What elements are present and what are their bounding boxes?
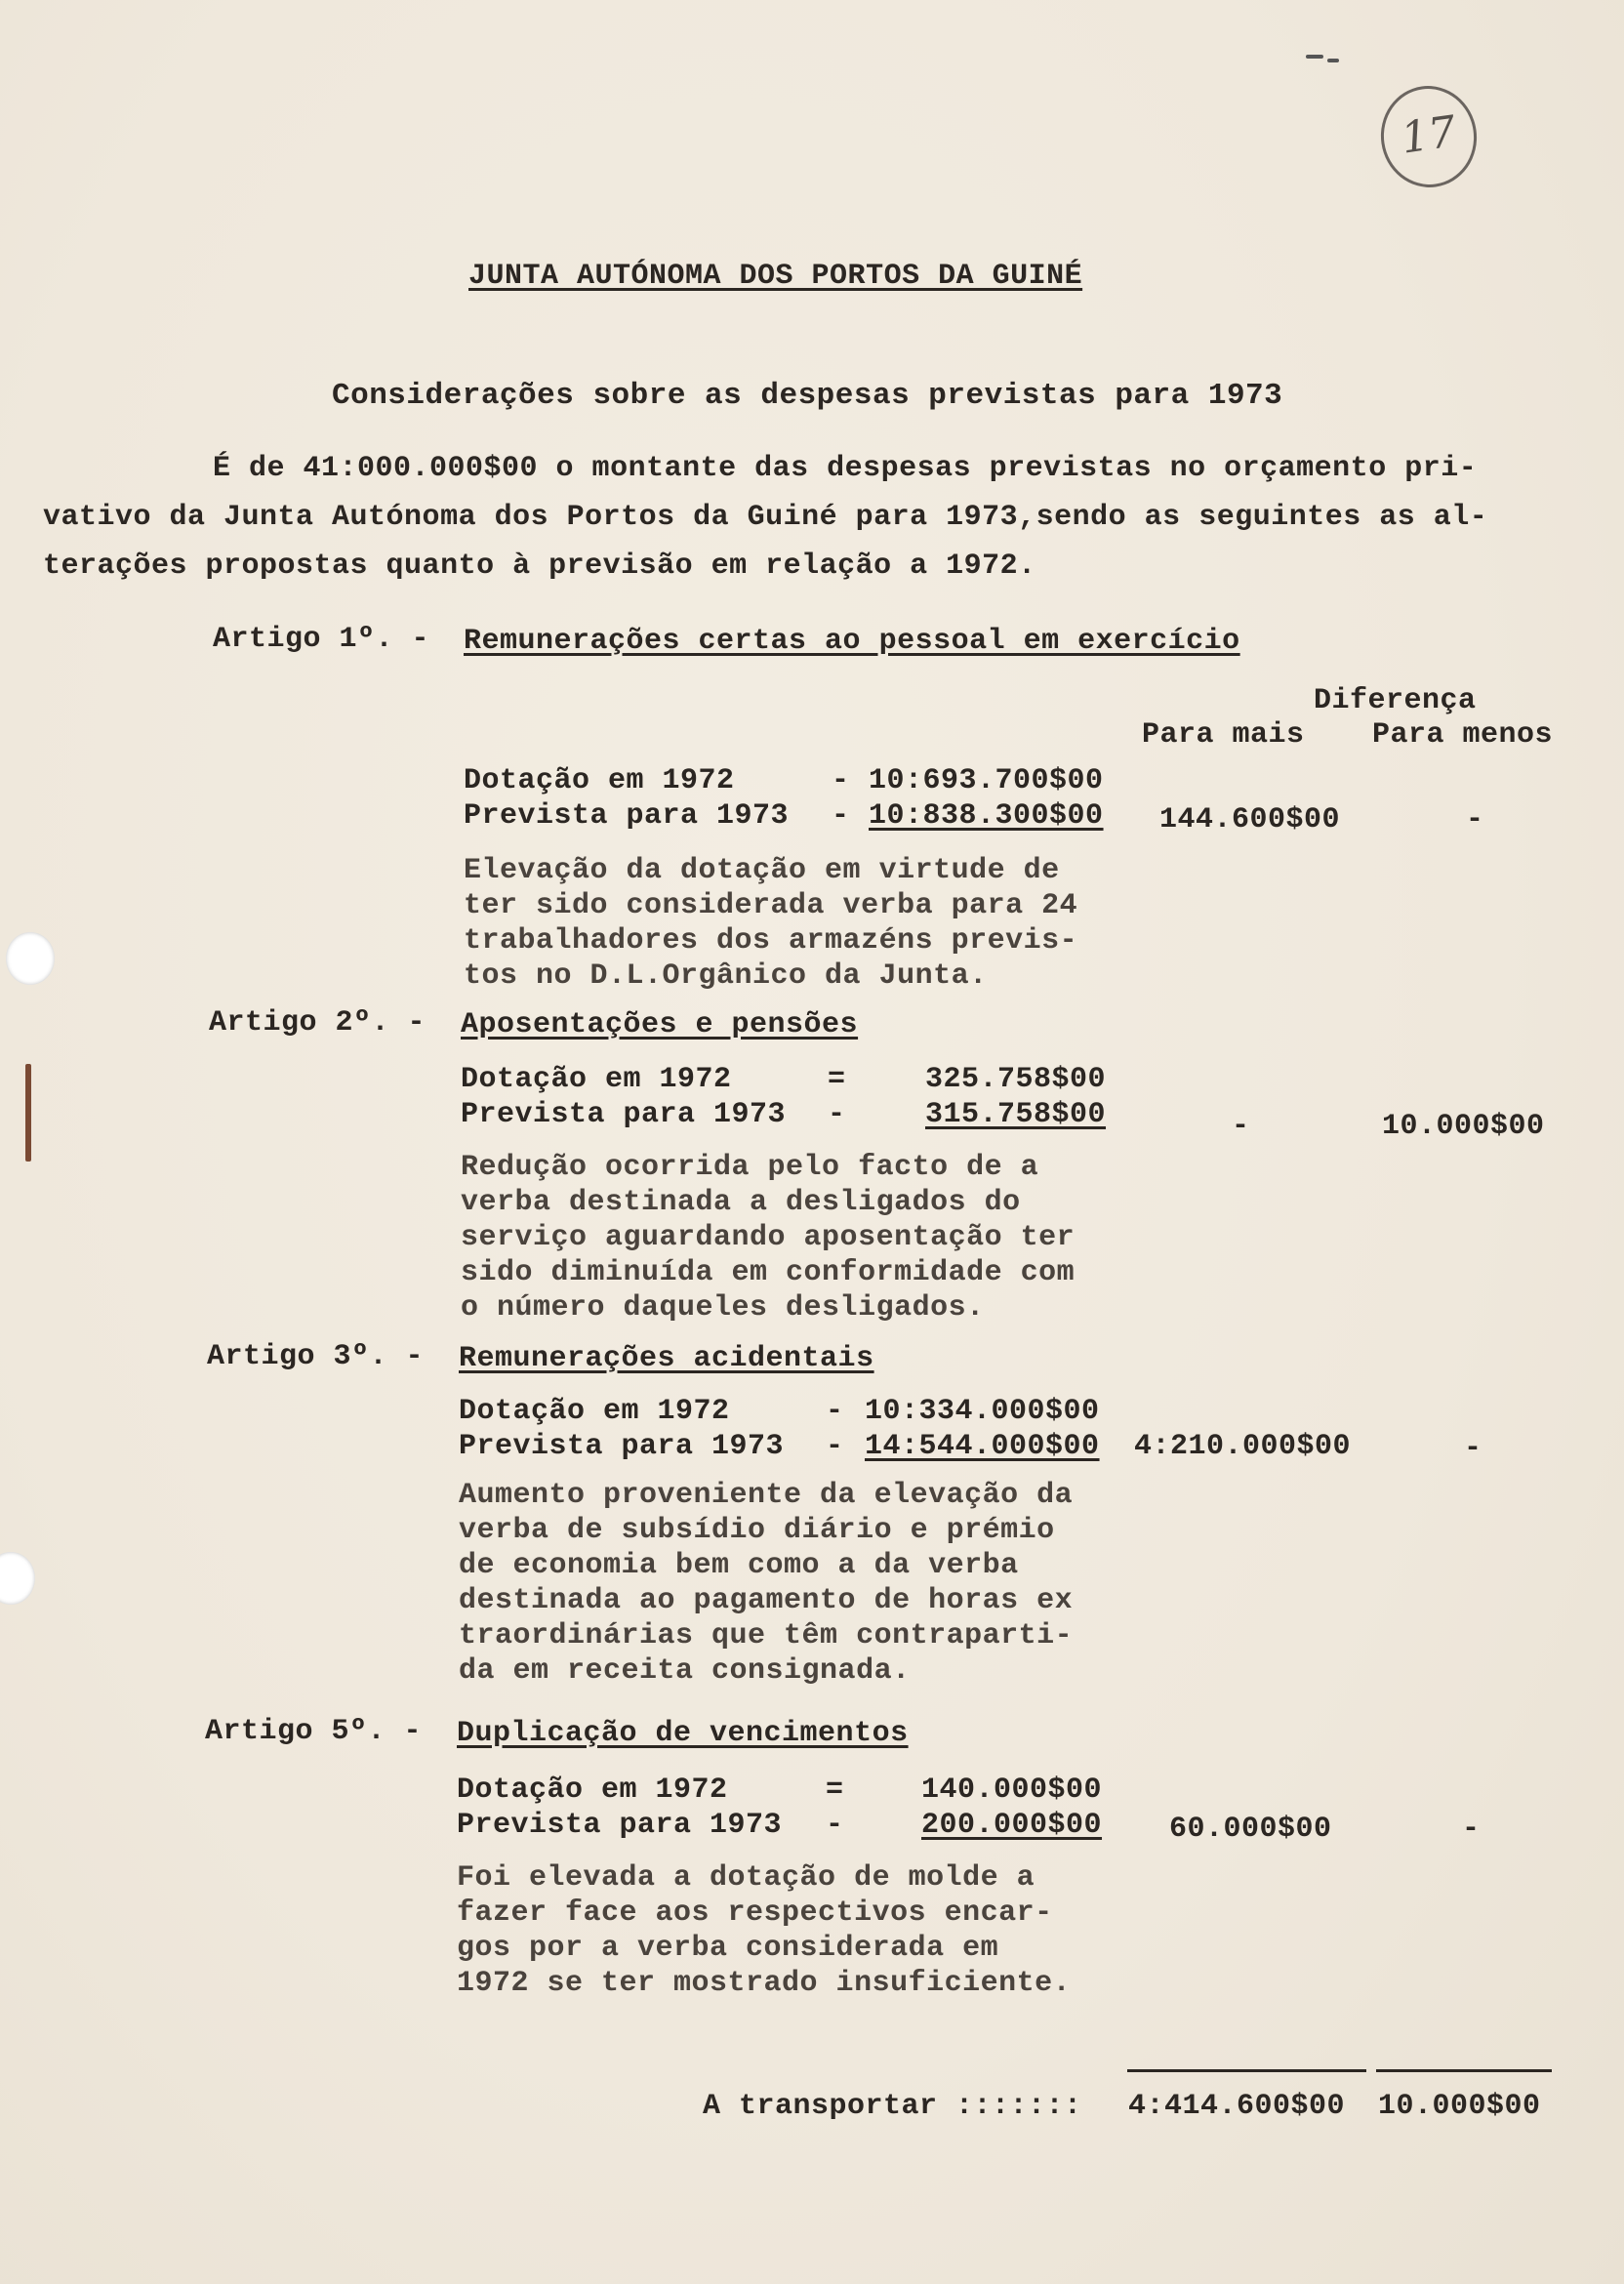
article-label: Artigo 2º. -: [209, 1006, 426, 1040]
note-line: Aumento proveniente da elevação da: [459, 1479, 1074, 1512]
folio-stamp: [1374, 80, 1483, 194]
note-line: Redução ocorrida pelo facto de a: [461, 1151, 1039, 1184]
note-line: da em receita consignada.: [459, 1654, 911, 1688]
article-heading: Remunerações certas ao pessoal em exercício: [464, 625, 1240, 658]
note-line: trabalhadores dos armazéns previs-: [464, 924, 1078, 958]
prevista-sep: -: [826, 1430, 844, 1463]
article-heading: Duplicação de vencimentos: [457, 1717, 909, 1750]
ink-mark: [1327, 59, 1339, 62]
diff-para-menos: -: [1464, 1432, 1482, 1465]
total-rule-mais: [1127, 2069, 1366, 2072]
article-label: Artigo 5º. -: [205, 1715, 423, 1748]
prevista-label: Prevista para 1973: [461, 1098, 787, 1131]
dotacao-value: 10:334.000$00: [865, 1395, 1100, 1428]
total-rule-menos: [1376, 2069, 1552, 2072]
note-line: destinada ao pagamento de horas ex: [459, 1584, 1074, 1617]
folio-number: 17: [1398, 106, 1460, 164]
dotacao-label: Dotação em 1972: [461, 1063, 732, 1096]
prevista-label: Prevista para 1973: [457, 1809, 783, 1842]
article-heading: Aposentações e pensões: [461, 1008, 859, 1041]
diff-para-mais: -: [1232, 1110, 1250, 1143]
punch-hole: [6, 932, 55, 985]
dotacao-sep: -: [826, 1395, 844, 1428]
document-title: JUNTA AUTÓNOMA DOS PORTOS DA GUINÉ: [468, 260, 1083, 293]
prevista-label: Prevista para 1973: [459, 1430, 785, 1463]
note-line: sido diminuída em conformidade com: [461, 1256, 1076, 1289]
diff-para-mais: 4:210.000$00: [1134, 1430, 1352, 1463]
note-line: de economia bem como a da verba: [459, 1549, 1019, 1582]
intro-line-1: É de 41:000.000$00 o montante das despesas previstas no orçamento pri-: [213, 452, 1478, 485]
dotacao-value: 140.000$00: [921, 1774, 1103, 1807]
prevista-label: Prevista para 1973: [464, 799, 790, 833]
note-line: Elevação da dotação em virtude de: [464, 854, 1060, 887]
document-subtitle: Considerações sobre as despesas previstas para 1973: [332, 379, 1283, 413]
punch-hole: [0, 1552, 35, 1605]
dotacao-value: 10:693.700$00: [869, 764, 1104, 797]
prevista-value: 14:544.000$00: [865, 1430, 1100, 1463]
dotacao-sep: =: [828, 1063, 846, 1096]
note-line: Foi elevada a dotação de molde a: [457, 1861, 1035, 1895]
article-label: Artigo 3º. -: [207, 1340, 425, 1373]
intro-line-2: vativo da Junta Autónoma dos Portos da Guiné para 1973,sendo as seguintes as al-: [43, 501, 1488, 534]
footer-para-menos: 10.000$00: [1378, 2090, 1541, 2123]
column-header-para-menos: Para menos: [1372, 718, 1554, 752]
diff-para-menos: 10.000$00: [1382, 1110, 1545, 1143]
dotacao-sep: -: [832, 764, 850, 797]
note-line: gos por a verba considerada em: [457, 1932, 999, 1965]
column-header-para-mais: Para mais: [1142, 718, 1305, 752]
column-header-diferenca: Diferença: [1314, 684, 1477, 717]
dotacao-label: Dotação em 1972: [457, 1774, 728, 1807]
article-label: Artigo 1º. -: [213, 623, 430, 656]
note-line: fazer face aos respectivos encar-: [457, 1897, 1053, 1930]
prevista-value: 200.000$00: [921, 1809, 1103, 1842]
note-line: 1972 se ter mostrado insuficiente.: [457, 1967, 1072, 2000]
article-heading: Remunerações acidentais: [459, 1342, 874, 1375]
ink-mark: [1306, 55, 1323, 59]
intro-line-3: terações propostas quanto à previsão em relação a 1972.: [43, 550, 1036, 583]
diff-para-mais: 144.600$00: [1159, 803, 1341, 836]
dotacao-sep: =: [826, 1774, 844, 1807]
footer-label: A transportar :::::::: [703, 2090, 1101, 2123]
dotacao-label: Dotação em 1972: [464, 764, 735, 797]
prevista-sep: -: [828, 1098, 846, 1131]
note-line: tos no D.L.Orgânico da Junta.: [464, 959, 988, 993]
staple-mark: [25, 1064, 31, 1162]
diff-para-menos: -: [1462, 1813, 1481, 1846]
prevista-sep: -: [826, 1809, 844, 1842]
dotacao-value: 325.758$00: [925, 1063, 1107, 1096]
diff-para-mais: 60.000$00: [1169, 1813, 1332, 1846]
dotacao-label: Dotação em 1972: [459, 1395, 730, 1428]
note-line: traordinárias que têm contraparti-: [459, 1619, 1074, 1652]
footer-para-mais: 4:414.600$00: [1128, 2090, 1346, 2123]
note-line: ter sido considerada verba para 24: [464, 889, 1078, 922]
prevista-sep: -: [832, 799, 850, 833]
prevista-value: 10:838.300$00: [869, 799, 1104, 833]
note-line: verba destinada a desligados do: [461, 1186, 1021, 1219]
note-line: verba de subsídio diário e prémio: [459, 1514, 1055, 1547]
note-line: o número daqueles desligados.: [461, 1291, 985, 1325]
diff-para-menos: -: [1466, 803, 1484, 836]
note-line: serviço aguardando aposentação ter: [461, 1221, 1076, 1254]
prevista-value: 315.758$00: [925, 1098, 1107, 1131]
